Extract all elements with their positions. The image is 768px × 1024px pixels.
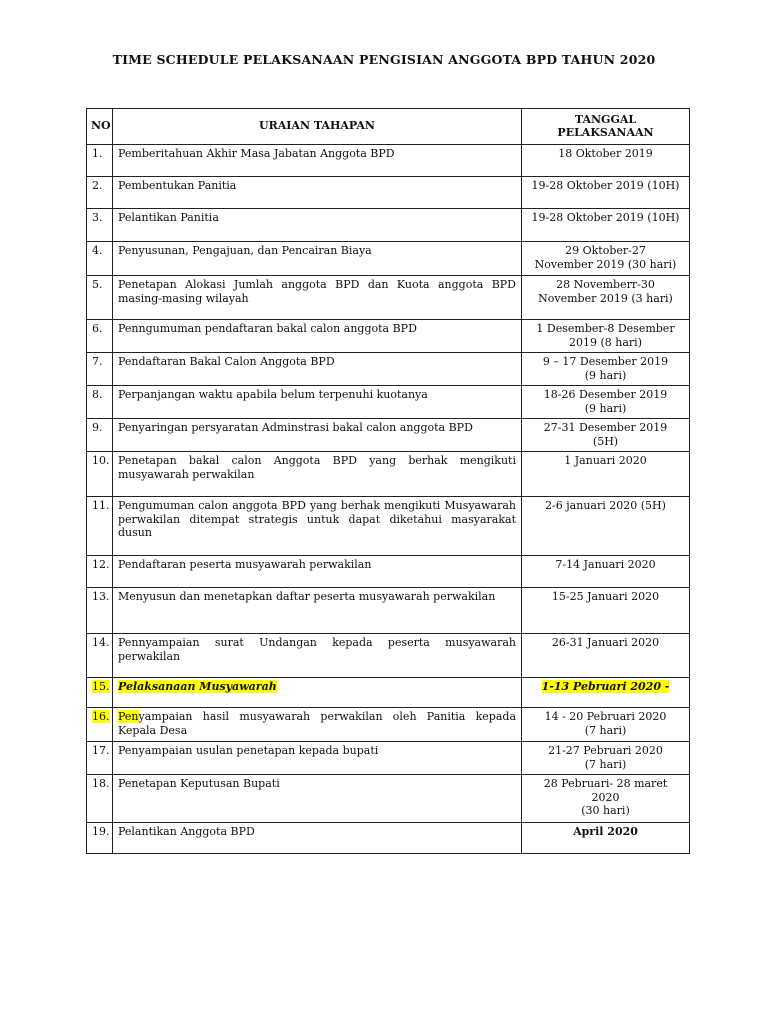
row-description: Pendaftaran Bakal Calon Anggota BPD — [113, 353, 522, 386]
row-description-highlight: Pen — [118, 710, 139, 723]
row-description: Pennyampaian surat Undangan kepada peserta musyawarah perwakilan — [113, 634, 522, 678]
row-number: 4. — [87, 242, 113, 276]
row-date — [522, 742, 690, 775]
row-date — [522, 775, 690, 823]
row-date-line: (7 hari) — [584, 723, 627, 737]
row-number-highlight: 15. — [92, 680, 110, 693]
row-date — [522, 588, 690, 634]
row-description: Penyusunan, Pengajuan, dan Pencairan Biaya — [113, 242, 522, 276]
row-number: 14. — [87, 634, 113, 678]
row-description: Pengumuman calon anggota BPD yang berhak mengikuti Musyawarah perwakilan ditempat strategis untuk dapat diketahui masyarakat dusun — [113, 497, 522, 556]
row-number: 10. — [87, 452, 113, 497]
row-date-line: 15-25 Januari 2020 — [551, 590, 660, 603]
row-date — [522, 678, 690, 708]
row-date-line: 2-6 januari 2020 (5H) — [545, 499, 666, 512]
row-number: 11. — [87, 497, 113, 556]
row-date-line: 19-28 Oktober 2019 (10H) — [531, 211, 680, 224]
row-description — [113, 678, 522, 708]
row-date-line: 26-31 Januari 2020 — [551, 636, 660, 649]
row-date — [522, 145, 690, 177]
row-description: Penyaringan persyaratan Adminstrasi bakal calon anggota BPD — [113, 419, 522, 452]
table-row — [87, 742, 690, 775]
row-number: 1. — [87, 145, 113, 177]
table-row — [87, 177, 690, 209]
row-description: Menyusun dan menetapkan daftar peserta musyawarah perwakilan — [113, 588, 522, 634]
row-date — [522, 452, 690, 497]
row-date-line: 28 Pebruari- 28 maret — [543, 777, 668, 790]
row-date-line: (7 hari) — [584, 757, 627, 771]
row-date-line: November 2019 (3 hari) — [538, 291, 673, 305]
row-description: Penetapan bakal calon Anggota BPD yang berhak mengikuti musyawarah perwakilan — [113, 452, 522, 497]
header-tanggal — [522, 109, 690, 145]
row-number: 18. — [87, 775, 113, 823]
row-date — [522, 242, 690, 276]
row-number — [87, 678, 113, 708]
table-row — [87, 708, 690, 742]
row-date-line: (30 hari) — [581, 804, 630, 817]
table-row — [87, 419, 690, 452]
table-row — [87, 145, 690, 177]
row-date-line: 1 Januari 2020 — [564, 454, 647, 467]
row-date-line: 18-26 Desember 2019 — [543, 388, 668, 401]
row-date — [522, 556, 690, 588]
row-date-line: 2019 (8 hari) — [569, 335, 642, 349]
header-no: NO — [87, 109, 113, 145]
table-row — [87, 209, 690, 242]
row-date-line: 9 – 17 Desember 2019 — [542, 355, 669, 368]
row-date-line: (5H) — [592, 434, 619, 448]
table-row — [87, 823, 690, 854]
row-date — [522, 497, 690, 556]
row-number: 3. — [87, 209, 113, 242]
row-date-line: 18 Oktober 2019 — [558, 147, 653, 160]
row-number: 9. — [87, 419, 113, 452]
row-date-line: (9 hari) — [584, 368, 627, 382]
row-number: 2. — [87, 177, 113, 209]
row-date — [522, 823, 690, 854]
row-date-line: April 2020 — [573, 825, 638, 838]
table-row — [87, 320, 690, 353]
row-description: Penetapan Alokasi Jumlah anggota BPD dan Kuota anggota BPD masing-masing wilayah — [113, 276, 522, 320]
row-description: Penetapan Keputusan Bupati — [113, 775, 522, 823]
row-description: Penngumuman pendaftaran bakal calon anggota BPD — [113, 320, 522, 353]
row-description-rest: yampaian hasil musyawarah perwakilan oleh Panitia kepada Kepala Desa — [118, 710, 516, 737]
row-description: Perpanjangan waktu apabila belum terpenuhi kuotanya — [113, 386, 522, 419]
row-date — [522, 419, 690, 452]
row-date-line: 19-28 Oktober 2019 (10H) — [531, 179, 680, 192]
table-row — [87, 276, 690, 320]
row-date-line: 27-31 Desember 2019 — [543, 421, 668, 434]
row-number: 17. — [87, 742, 113, 775]
row-date-line: (9 hari) — [584, 401, 627, 415]
table-row — [87, 452, 690, 497]
row-number: 12. — [87, 556, 113, 588]
row-date — [522, 177, 690, 209]
row-number: 5. — [87, 276, 113, 320]
row-number: 6. — [87, 320, 113, 353]
row-description-highlight: Pelaksanaan Musyawarah — [118, 680, 277, 693]
table-row — [87, 497, 690, 556]
table-header-row — [87, 109, 690, 145]
row-date-line: 14 - 20 Pebruari 2020 — [544, 710, 667, 723]
row-date — [522, 634, 690, 678]
table-row — [87, 588, 690, 634]
page-title: TIME SCHEDULE PELAKSANAAN PENGISIAN ANGGOTA BPD TAHUN 2020 — [112, 52, 656, 67]
row-description: Pelantikan Anggota BPD — [113, 823, 522, 854]
row-date-line: 29 Oktober-27 — [565, 244, 646, 257]
row-date-highlight: 1-13 Pebruari 2020 - — [541, 680, 670, 693]
header-tanggal-line-2: PELAKSANAAN — [557, 126, 654, 139]
row-description: Pendaftaran peserta musyawarah perwakilan — [113, 556, 522, 588]
table-row — [87, 353, 690, 386]
table-row — [87, 775, 690, 823]
row-description: Pembentukan Panitia — [113, 177, 522, 209]
header-tanggal-line-1: TANGGAL — [574, 112, 637, 126]
row-date-line: 2020 — [591, 790, 620, 804]
row-date — [522, 708, 690, 742]
row-description: Pemberitahuan Akhir Masa Jabatan Anggota BPD — [113, 145, 522, 177]
row-description: Penyampaian usulan penetapan kepada bupati — [113, 742, 522, 775]
row-date — [522, 209, 690, 242]
row-description — [113, 708, 522, 742]
table-row — [87, 386, 690, 419]
row-date-line: November 2019 (30 hari) — [534, 257, 677, 271]
row-date — [522, 353, 690, 386]
row-date-line: 21-27 Pebruari 2020 — [548, 744, 663, 757]
table-row — [87, 678, 690, 708]
header-uraian: URAIAN TAHAPAN — [113, 109, 522, 145]
row-number: 7. — [87, 353, 113, 386]
row-number: 8. — [87, 386, 113, 419]
schedule-table — [86, 108, 690, 854]
row-date — [522, 276, 690, 320]
row-date — [522, 320, 690, 353]
row-number-highlight: 16. — [92, 710, 110, 723]
table-row — [87, 242, 690, 276]
row-number: 13. — [87, 588, 113, 634]
table-row — [87, 556, 690, 588]
row-date-line: 28 Novemberr-30 — [556, 278, 655, 291]
row-description: Pelantikan Panitia — [113, 209, 522, 242]
row-date-line: 7-14 Januari 2020 — [555, 558, 656, 571]
table-row — [87, 634, 690, 678]
row-number: 19. — [87, 823, 113, 854]
row-date — [522, 386, 690, 419]
row-number — [87, 708, 113, 742]
row-date-line: 1 Desember-8 Desember — [536, 322, 675, 335]
